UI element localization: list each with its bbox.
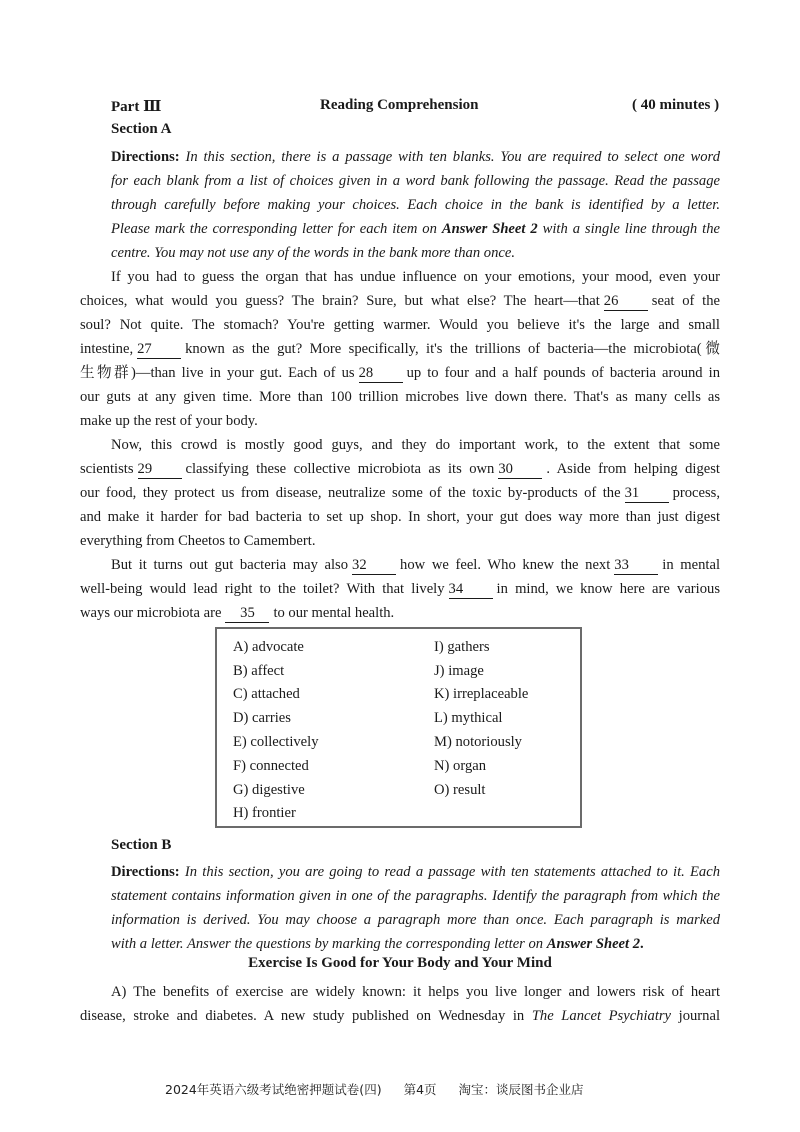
section-a-directions-line: Please mark the corresponding letter for each item on Answer Sheet 2 with a single line through the [111,221,720,237]
word-option-o: O) result [434,782,486,798]
word-option-c: C) attached [233,686,300,702]
section-a-directions-line: through carefully before making your choices. Each choice in the bank is identified by a letter. [111,197,720,213]
part-label: Part Ⅲ [111,99,162,115]
section-b-heading: Section B [111,837,172,853]
passage-line: But it turns out gut bacteria may also 32 how we feel. Who knew the next 33 in mental [111,557,720,573]
passage-line: soul? Not quite. The stomach? You're getting warmer. Would you believe it's the large and small [80,317,720,333]
word-option-a: A) advocate [233,639,304,655]
directions-label: Directions [111,864,175,880]
word-option-m: M) notoriously [434,734,522,750]
article-title: Exercise Is Good for Your Body and Your Mind [248,955,552,971]
word-option-k: K) irreplaceable [434,686,529,702]
blank-27: 27 [137,341,181,359]
word-option-i: I) gathers [434,639,490,655]
footer-exam-title: 2024年英语六级考试绝密押题试卷(四) [165,1082,382,1097]
word-option-n: N) organ [434,758,487,774]
passage-line: 生物群)—than live in your gut. Each of us 28 up to four and a half pounds of bacteria around in [80,365,720,381]
blank-33: 33 [614,557,658,575]
passage-line: everything from Cheetos to Camembert. [80,533,316,549]
passage-line: our guts at any given time. More than 100 trillion microbes live down there. That's as many cells as [80,389,720,405]
blank-32: 32 [352,557,396,575]
paragraph-a-line: disease, stroke and diabetes. A new study published on Wednesday in The Lancet Psychiatry journal [80,1008,720,1024]
passage-line: choices, what would you guess? The brain? Sure, but what else? The heart—that 26 seat of the [80,293,720,309]
word-option-g: G) digestive [233,782,305,798]
time-limit: ( 40 minutes ) [632,97,720,113]
part-title: Reading Comprehension [320,97,479,113]
answer-sheet-ref: Answer Sheet 2 [441,221,538,237]
passage-line: intestine, 27 known as the gut? More specifically, it's the trillions of bacteria—the microbiota(微 [80,341,720,357]
paragraph-a-line: A) The benefits of exercise are widely known: it helps you live longer and lowers risk of heart [111,984,720,1000]
blank-28: 28 [359,365,403,383]
page-footer [165,1080,602,1098]
blank-34: 34 [449,581,493,599]
word-option-e: E) collectively [233,734,319,750]
journal-name: The Lancet Psychiatry [531,1008,672,1024]
blank-31: 31 [625,485,669,503]
section-a-directions-line: for each blank from a list of choices given in a word bank following the passage. Read the passage [111,173,720,189]
section-b-directions-line: information is derived. You may choose a paragraph more than once. Each paragraph is marked [111,912,720,928]
passage-line: ways our microbiota are 35 to our mental health. [80,605,395,621]
passage-line: scientists 29 classifying these collective microbiota as its own 30 . Aside from helping digest [80,461,720,477]
blank-30: 30 [498,461,542,479]
footer-page-number: 第4页 [403,1082,437,1097]
blank-29: 29 [138,461,182,479]
section-b-directions-line: Directions: In this section, you are going to read a passage with ten statements attached to it. Each [111,864,720,880]
word-option-f: F) connected [233,758,309,774]
section-b-directions-line: with a letter. Answer the questions by marking the corresponding letter on Answer Sheet 2. [111,936,644,952]
footer-shop: 淘宝：谈辰图书企业店 [458,1082,584,1097]
word-option-h: H) frontier [233,805,296,821]
blank-35: 35 [225,605,269,623]
passage-line: well-being would lead right to the toilet? With that lively 34 in mind, we know here are various [80,581,720,597]
passage-line: Now, this crowd is mostly good guys, and they do important work, to the extent that some [111,437,720,453]
section-a-heading: Section A [111,121,172,137]
word-option-l: L) mythical [434,710,503,726]
section-a-directions-line: centre. You may not use any of the words in the bank more than once. [111,245,515,261]
blank-26: 26 [604,293,648,311]
section-b-directions-line: statement contains information given in one of the paragraphs. Identify the paragraph from which the [111,888,720,904]
passage-line: and make it harder for bad bacteria to set up shop. In short, your gut does way more than just digest [80,509,720,525]
directions-label: Directions [111,149,175,165]
answer-sheet-ref: Answer Sheet 2 [546,936,641,952]
passage-line: our food, they protect us from disease, neutralize some of the toxic by-products of the 31 process, [80,485,720,501]
word-option-b: B) affect [233,663,285,679]
word-option-d: D) carries [233,710,291,726]
section-a-directions-line: Directions: In this section, there is a passage with ten blanks. You are required to select one word [111,149,720,165]
word-option-j: J) image [434,663,484,679]
passage-line: If you had to guess the organ that has undue influence on your emotions, your mood, even your [111,269,720,285]
passage-line: make up the rest of your body. [80,413,258,429]
